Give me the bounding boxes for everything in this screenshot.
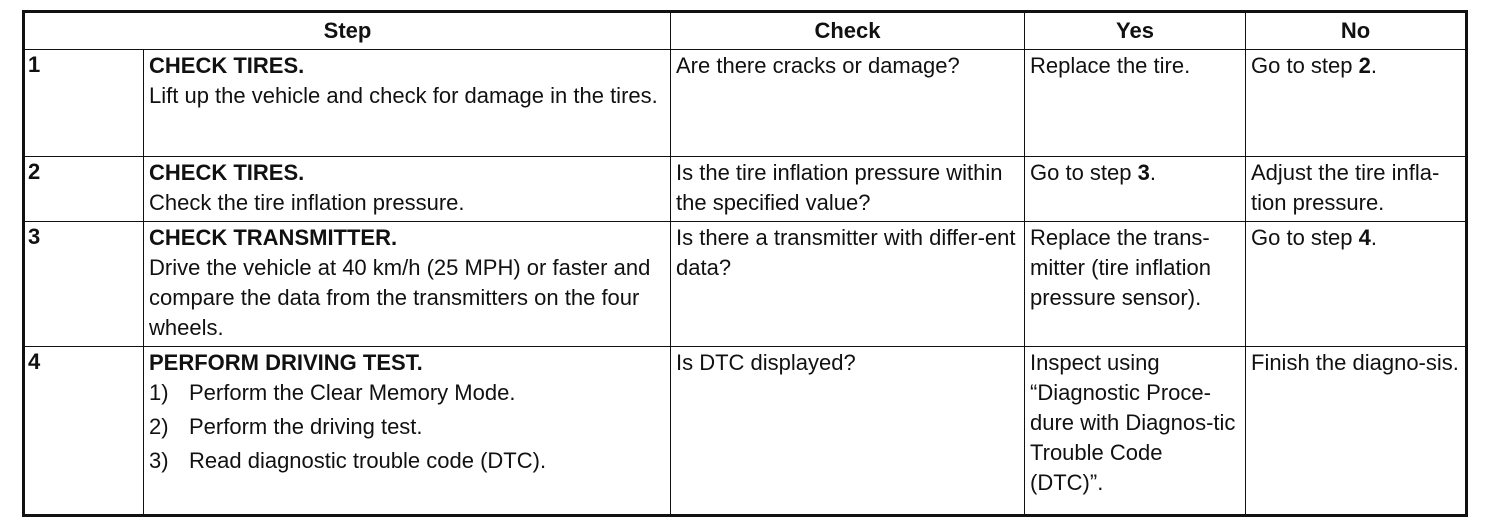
yes-text: Replace the trans-mitter (tire inflation pressure sensor). xyxy=(1030,225,1211,310)
yes-cell xyxy=(1025,157,1246,222)
check-text: Is the tire inflation pressure within the specified value? xyxy=(676,160,1003,215)
check-cell xyxy=(671,50,1025,157)
check-text: Are there cracks or damage? xyxy=(676,53,960,78)
step-description xyxy=(144,347,671,516)
substep-text: Read diagnostic trouble code (DTC). xyxy=(189,448,547,473)
yes-suffix: . xyxy=(1149,160,1156,185)
no-text: Finish the diagno-sis. xyxy=(1251,350,1459,375)
step-number: 3 xyxy=(24,222,144,347)
header-no: No xyxy=(1246,12,1467,50)
step-number: 4 xyxy=(24,347,144,516)
step-body: Lift up the vehicle and check for damage in the tires. xyxy=(149,83,658,108)
substep-text: Perform the Clear Memory Mode. xyxy=(189,380,516,405)
step-title: CHECK TRANSMITTER. xyxy=(149,225,398,250)
no-cell xyxy=(1246,157,1467,222)
substep-list xyxy=(149,378,666,476)
diagnostic-table xyxy=(22,10,1468,517)
yes-text: Replace the tire. xyxy=(1030,53,1191,78)
no-cell xyxy=(1246,222,1467,347)
step-body: Drive the vehicle at 40 km/h (25 MPH) or faster and compare the data from the transmitters on the four wheels. xyxy=(149,255,651,340)
no-text xyxy=(1251,222,1461,253)
step-title: CHECK TIRES. xyxy=(149,53,305,78)
yes-cell xyxy=(1025,50,1246,157)
step-description xyxy=(144,157,671,222)
substep-item xyxy=(149,378,666,408)
no-suffix: . xyxy=(1370,225,1377,250)
no-cell xyxy=(1246,50,1467,157)
header-yes: Yes xyxy=(1025,12,1246,50)
check-text: Is DTC displayed? xyxy=(676,350,856,375)
check-cell xyxy=(671,222,1025,347)
no-text xyxy=(1251,50,1461,81)
table-header-row xyxy=(24,12,1467,50)
step-title: CHECK TIRES. xyxy=(149,160,305,185)
substep-index: 1) xyxy=(149,380,169,405)
step-number: 1 xyxy=(24,50,144,157)
yes-prefix: Go to step xyxy=(1030,160,1138,185)
table-row xyxy=(24,50,1467,157)
step-number: 2 xyxy=(24,157,144,222)
table-row xyxy=(24,222,1467,347)
step-reference: 4 xyxy=(1358,225,1371,250)
check-cell xyxy=(671,347,1025,516)
substep-item xyxy=(149,446,666,476)
no-prefix: Go to step xyxy=(1251,225,1359,250)
header-check: Check xyxy=(671,12,1025,50)
yes-text xyxy=(1030,157,1241,188)
no-text: Adjust the tire infla-tion pressure. xyxy=(1251,160,1440,215)
substep-index: 2) xyxy=(149,414,169,439)
substep-text: Perform the driving test. xyxy=(189,414,423,439)
table-row xyxy=(24,157,1467,222)
substep-index: 3) xyxy=(149,448,169,473)
step-description xyxy=(144,50,671,157)
step-title: PERFORM DRIVING TEST. xyxy=(149,350,423,375)
no-cell xyxy=(1246,347,1467,516)
step-reference: 3 xyxy=(1137,160,1150,185)
table-row xyxy=(24,347,1467,516)
check-text: Is there a transmitter with differ-ent data? xyxy=(676,225,1016,280)
step-body: Check the tire inflation pressure. xyxy=(149,190,465,215)
check-cell xyxy=(671,157,1025,222)
yes-cell xyxy=(1025,222,1246,347)
yes-cell xyxy=(1025,347,1246,516)
yes-text: Inspect using “Diagnostic Proce-dure with Diagnos-tic Trouble Code (DTC)”. xyxy=(1030,350,1236,495)
step-reference: 2 xyxy=(1358,53,1371,78)
step-description xyxy=(144,222,671,347)
header-step: Step xyxy=(24,12,671,50)
no-prefix: Go to step xyxy=(1251,53,1359,78)
no-suffix: . xyxy=(1370,53,1377,78)
substep-item xyxy=(149,412,666,442)
